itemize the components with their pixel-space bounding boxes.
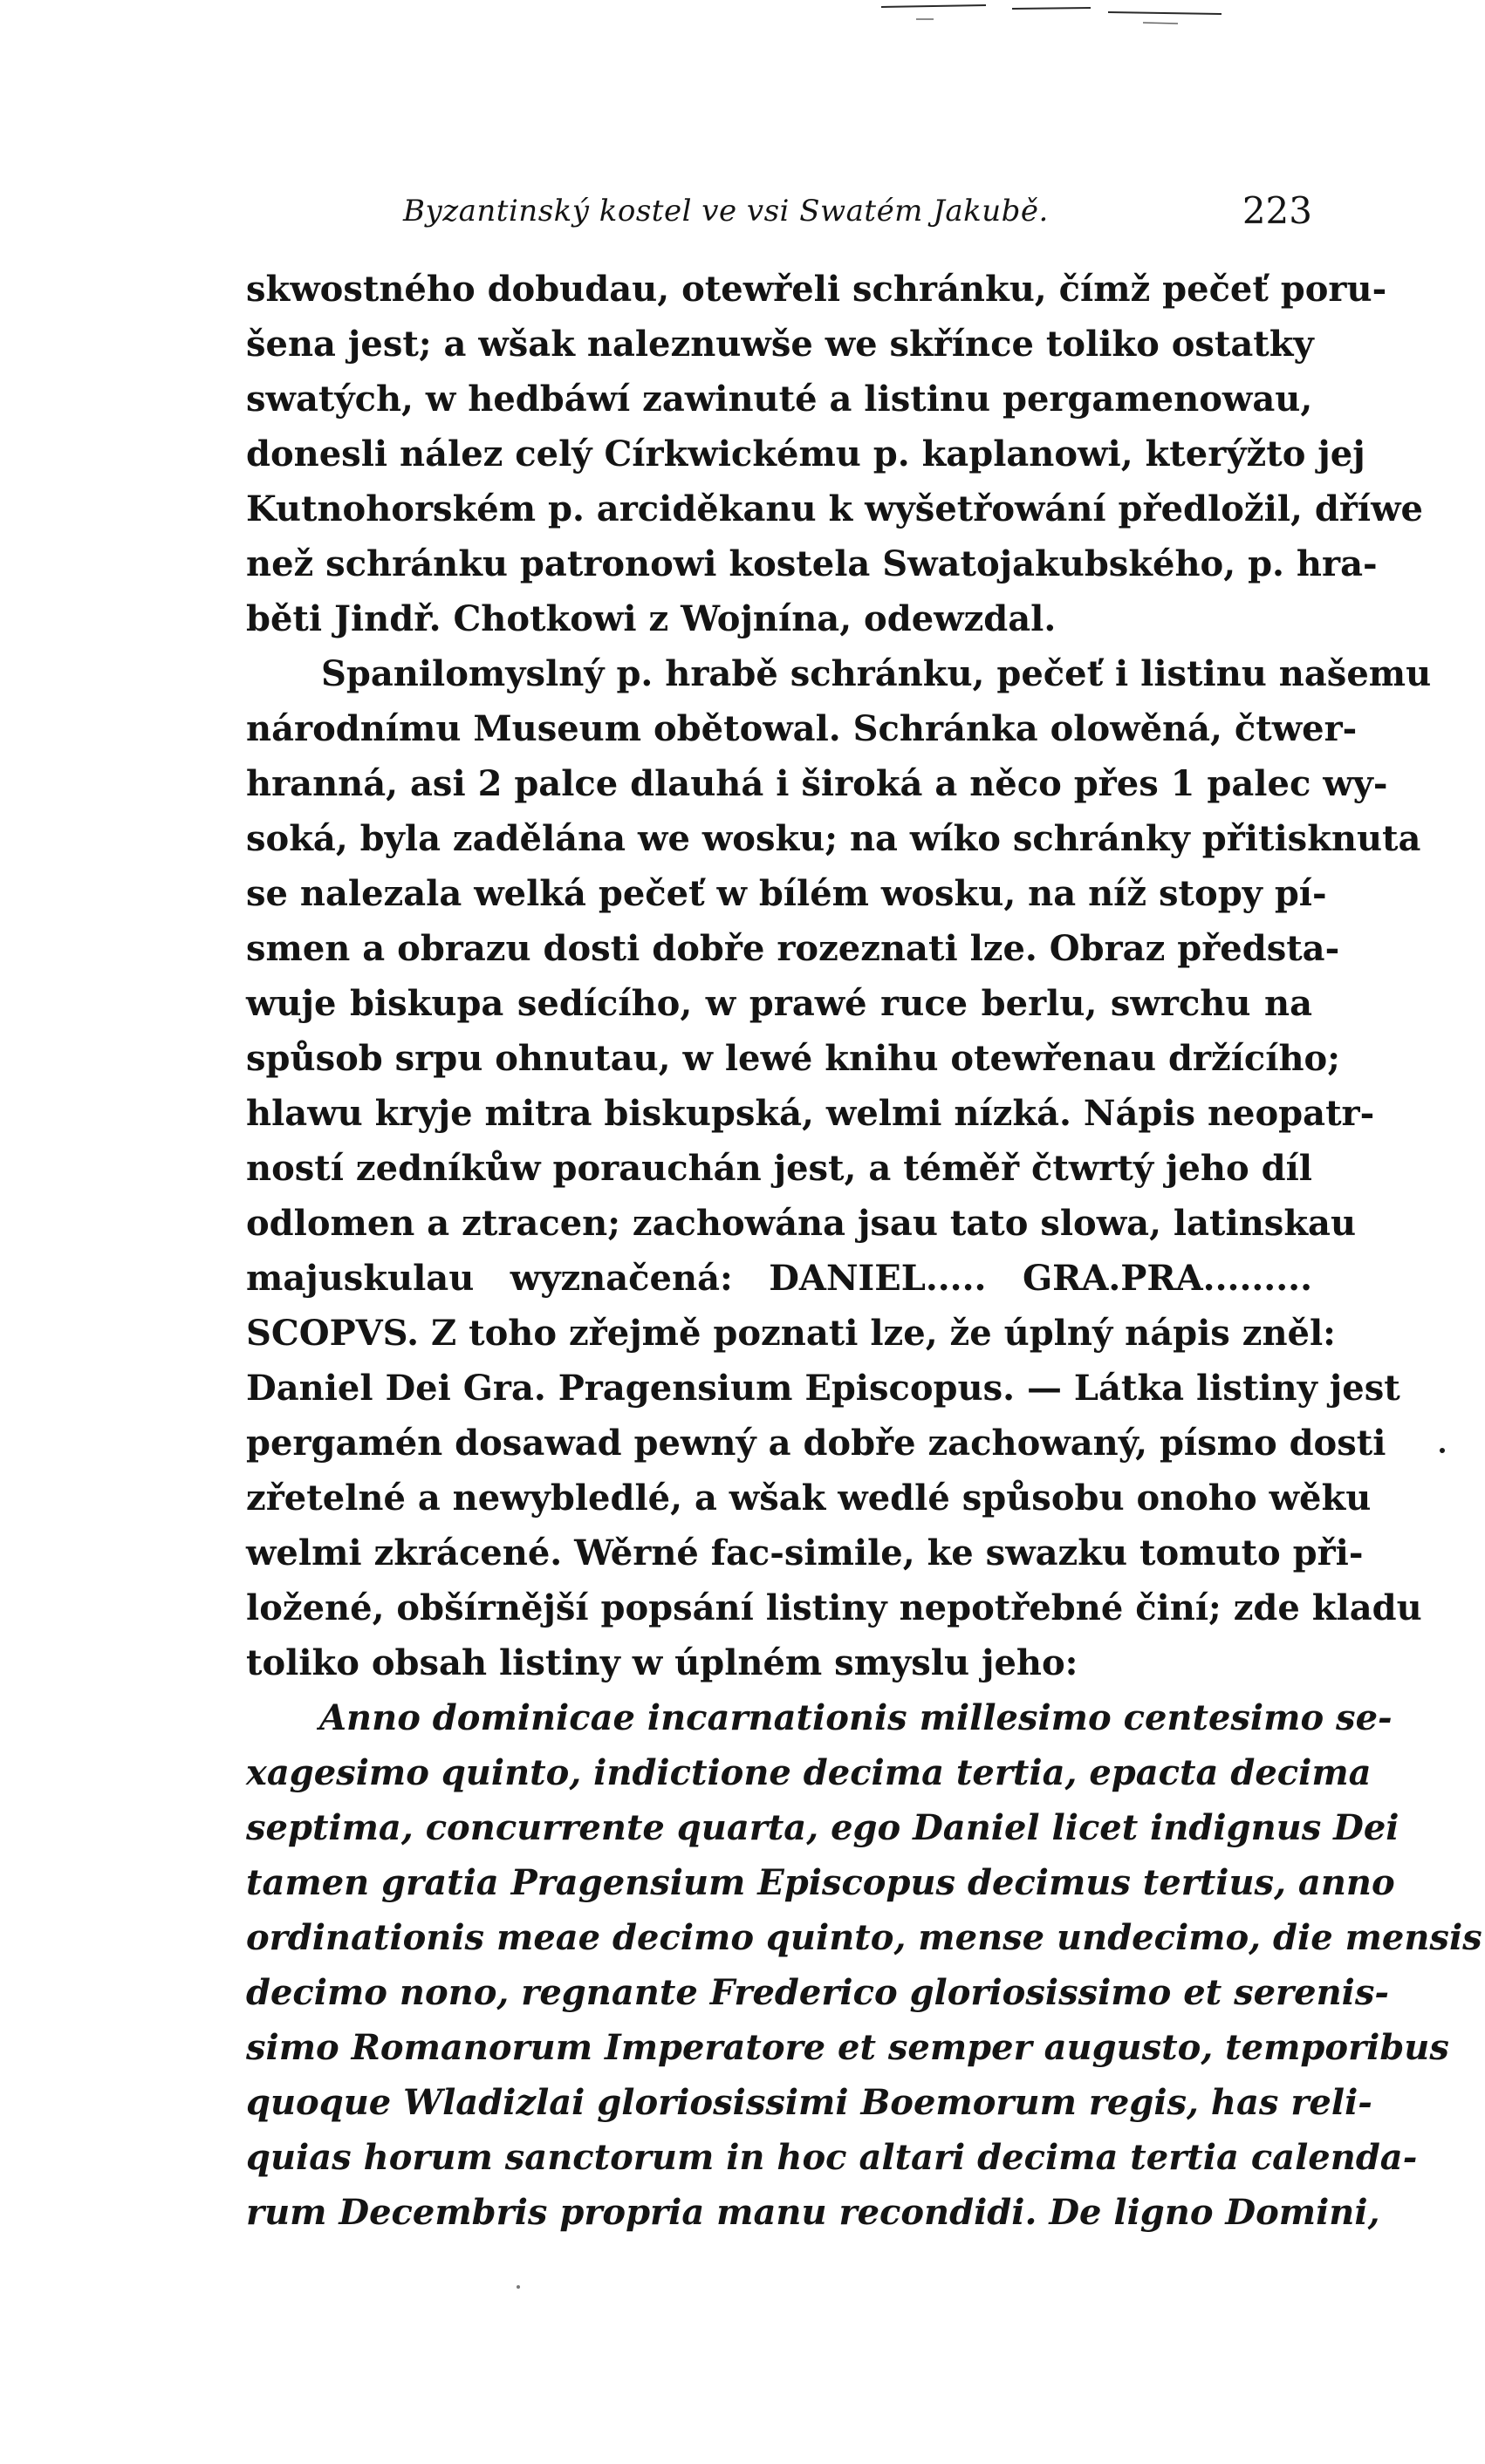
text-line: skwostného dobudau, otewřeli schránku, čímž pečeť poru- [246, 269, 1387, 310]
text-line: wuje biskupa sedícího, w prawé ruce berlu, swrchu na [246, 983, 1312, 1024]
text-line: swatých, w hedbáwí zawinuté a listinu pergamenowau, [246, 379, 1313, 420]
body-text [246, 262, 1482, 2240]
text-line: Daniel Dei Gra. Pragensium Episcopus. — Látka listiny jest [246, 1368, 1400, 1409]
latin-text-line: ordinationis meae decimo quinto, mense undecimo, die mensis [246, 1917, 1482, 1958]
text-line: toliko obsah listiny w úplném smyslu jeho: [246, 1642, 1078, 1683]
margin-speck [517, 2285, 520, 2289]
latin-text-line: simo Romanorum Imperatore et semper augusto, temporibus [246, 2027, 1449, 2068]
text-line: Kutnohorském p. arciděkanu k wyšetřowání předložil, dříwe [246, 488, 1423, 529]
text-line: běti Jindř. Chotkowi z Wojnína, odewzdal. [246, 598, 1057, 639]
latin-text-line: quoque Wladizlai gloriosissimi Boemorum regis, has reli- [246, 2082, 1372, 2123]
text-line: soká, byla zadělána we wosku; na wíko schránky přitisknuta [246, 818, 1421, 859]
text-line: welmi zkrácené. Wěrné fac-simile, ke swazku tomuto při- [246, 1532, 1364, 1573]
margin-speck [1440, 1448, 1445, 1453]
text-line: zřetelné a newybledlé, a wšak wedlé spůsobu onoho wěku [246, 1478, 1372, 1519]
latin-text-line: rum Decembris propria manu recondidi. De ligno Domini, [246, 2192, 1380, 2233]
latin-text-line: quias horum sanctorum in hoc altari decima tertia calenda- [246, 2137, 1418, 2178]
scan-edge-mark [881, 0, 1230, 26]
paragraph-start-line: Spanilomyslný p. hrabě schránku, pečeť i listinu našemu [321, 653, 1432, 694]
text-line: hlawu kryje mitra biskupská, welmi nízká. Nápis neopatr- [246, 1093, 1375, 1134]
page-header [246, 185, 1312, 237]
latin-text-line: decimo nono, regnante Frederico gloriosissimo et serenis- [246, 1972, 1389, 2013]
text-line: ložené, obšírnější popsání listiny nepotřebné činí; zde kladu [246, 1587, 1422, 1628]
text-line: národnímu Museum obětowal. Schránka olowěná, čtwer- [246, 708, 1358, 749]
text-line: než schránku patronowi kostela Swatojakubského, p. hra- [246, 543, 1378, 584]
text-line: spůsob srpu ohnutau, w lewé knihu otewřenau držícího; [246, 1038, 1340, 1079]
text-line: šena jest; a wšak naleznuwše we skřínce toliko ostatky [246, 324, 1314, 365]
latin-text-line: septima, concurrente quarta, ego Daniel licet indignus Dei [246, 1807, 1399, 1848]
text-line: odlomen a ztracen; zachowána jsau tato slowa, latinskau [246, 1203, 1357, 1244]
text-line: majuskulau wyznačená: DANIEL..... GRA.PRA......... [246, 1258, 1312, 1299]
running-head: Byzantinský kostel ve vsi Swatém Jakubě. [403, 194, 1049, 229]
latin-paragraph-start-line: Anno dominicae incarnationis millesimo centesimo se- [319, 1697, 1393, 1738]
text-line: se nalezala welká pečeť w bílém wosku, na níž stopy pí- [246, 873, 1327, 914]
text-line: hranná, asi 2 palce dlauhá i široká a něco přes 1 palec wy- [246, 763, 1388, 804]
text-line: ností zedníkůw porauchán jest, a téměř čtwrtý jeho díl [246, 1148, 1312, 1189]
text-line: SCOPVS. Z toho zřejmě poznati lze, že úplný nápis zněl: [246, 1313, 1336, 1354]
text-line: donesli nález celý Církwickému p. kaplanowi, kterýžto jej [246, 433, 1365, 474]
page-number: 223 [1242, 189, 1312, 232]
text-line: smen a obrazu dosti dobře rozeznati lze. Obraz předsta- [246, 928, 1340, 969]
latin-text-line: tamen gratia Pragensium Episcopus decimus tertius, anno [246, 1862, 1395, 1903]
latin-text-line: xagesimo quinto, indictione decima tertia, epacta decima [246, 1752, 1372, 1793]
text-line: pergamén dosawad pewný a dobře zachowaný, písmo dosti [246, 1423, 1386, 1464]
